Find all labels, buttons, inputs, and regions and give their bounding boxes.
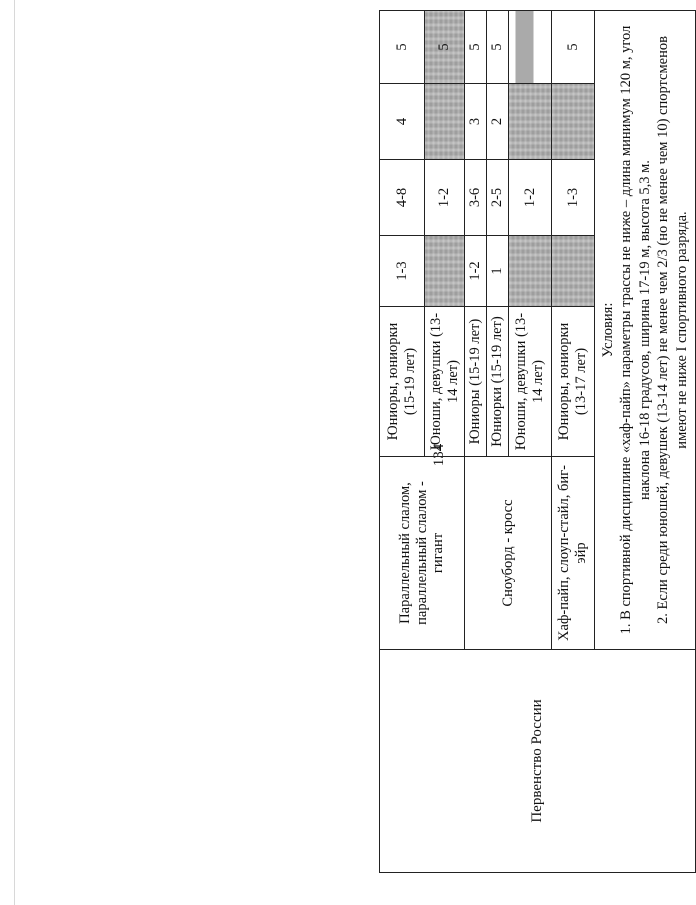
discipline-cell: Параллельный слалом, параллельный слалом - гигант bbox=[380, 457, 465, 650]
value-cell: 1-2 bbox=[425, 160, 465, 236]
shaded-cell bbox=[425, 236, 465, 307]
group-cell: Юниоры, юниорки (15-19 лет) bbox=[380, 307, 425, 457]
group-cell: Юноши, девушки (13-14 лет) bbox=[509, 307, 552, 457]
ranking-table bbox=[379, 10, 696, 873]
group-cell: Юниорки (15-19 лет) bbox=[487, 307, 509, 457]
table-row bbox=[380, 11, 425, 873]
scan-edge-line bbox=[14, 0, 15, 905]
shaded-cell bbox=[552, 236, 595, 307]
value-cell: 2-5 bbox=[487, 160, 509, 236]
value-cell: 4 bbox=[380, 84, 425, 160]
shaded-cell: 5 bbox=[425, 11, 465, 84]
shaded-cell bbox=[509, 84, 552, 160]
discipline-cell: Сноуборд - кросс bbox=[465, 457, 552, 650]
group-cell: Юноши, девушки (13-14 лет) bbox=[425, 307, 465, 457]
discipline-cell: Хаф-пайп, слоуп-стайл, биг-эйр bbox=[552, 457, 595, 650]
value-cell: 2 bbox=[487, 84, 509, 160]
value-cell: 1-2 bbox=[509, 160, 552, 236]
value-cell: 1-3 bbox=[552, 160, 595, 236]
value-cell: 5 bbox=[380, 11, 425, 84]
group-cell: Юниоры, юниорки (13-17 лет) bbox=[552, 307, 595, 457]
event-cell: Первенство России bbox=[380, 650, 696, 873]
shaded-cell bbox=[552, 84, 595, 160]
condition-item: 2. Если среди юношей, девушек (13-14 лет) не менее чем 2/3 (но не менее чем 10) спортсменов имеют не ниже I спортивного разряда. bbox=[655, 36, 690, 624]
value-cell: 5 bbox=[487, 11, 509, 84]
shaded-cell bbox=[425, 84, 465, 160]
rotated-page bbox=[379, 11, 695, 873]
shaded-cell bbox=[509, 11, 552, 84]
value-cell: 1-2 bbox=[465, 236, 487, 307]
value-cell: 5 bbox=[465, 11, 487, 84]
condition-item: 1. В спортивной дисциплине «хаф-пайп» параметры трассы не ниже – длина минимум 120 м, угол наклона 16-18 градусов, ширина 17-19 м, высота 5,3 м. bbox=[618, 25, 653, 635]
value-cell: 4-8 bbox=[380, 160, 425, 236]
value-cell: 1-3 bbox=[380, 236, 425, 307]
value-cell: 1 bbox=[487, 236, 509, 307]
group-cell: Юниоры (15-19 лет) bbox=[465, 307, 487, 457]
conditions-heading: Условия: bbox=[599, 302, 616, 358]
page-number: 134 bbox=[431, 443, 447, 467]
conditions-cell bbox=[595, 11, 696, 650]
shaded-cell bbox=[509, 236, 552, 307]
value-cell: 3-6 bbox=[465, 160, 487, 236]
value-cell: 3 bbox=[465, 84, 487, 160]
value-cell: 5 bbox=[552, 11, 595, 84]
